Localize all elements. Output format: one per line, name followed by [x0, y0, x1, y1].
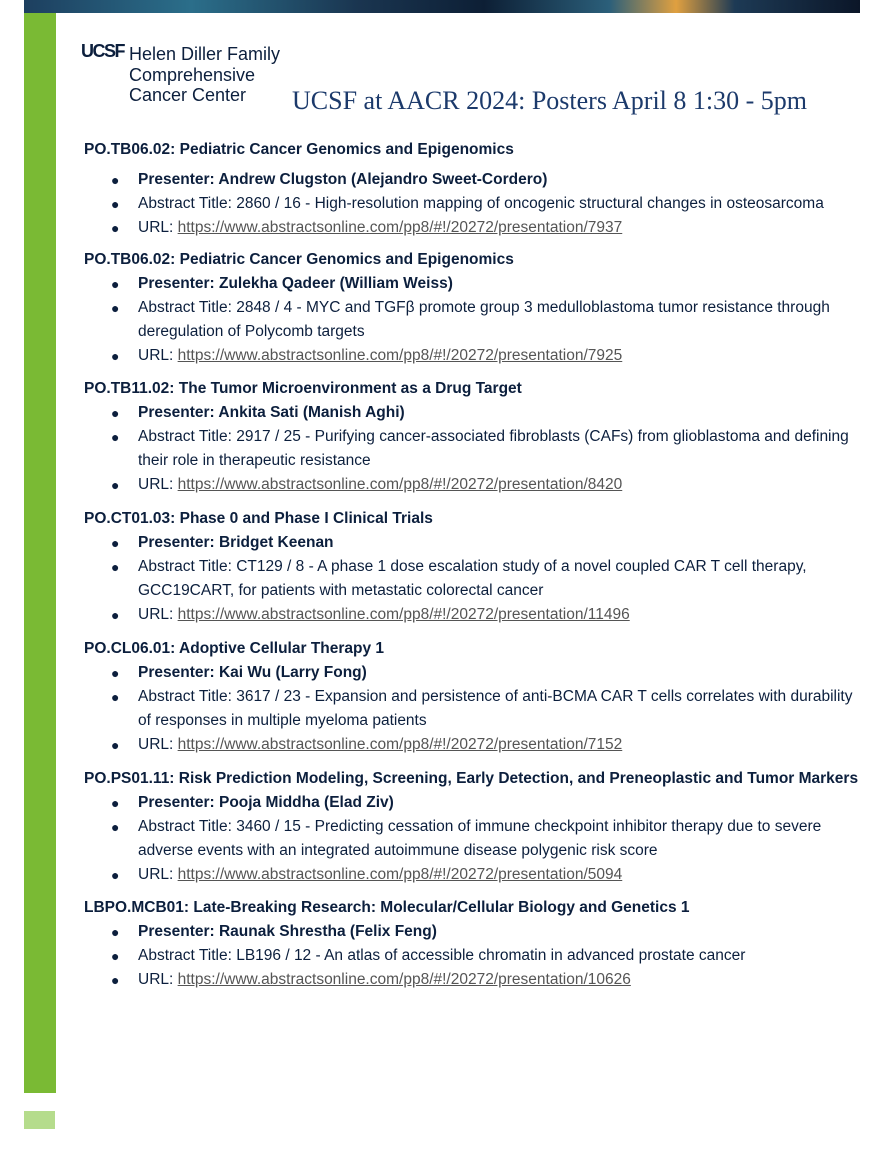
header-image-band: [24, 0, 860, 13]
presentation-link[interactable]: https://www.abstractsonline.com/pp8/#!/20272/presentation/11496: [177, 606, 630, 623]
session-block: [84, 767, 859, 887]
list-item: [84, 733, 859, 757]
abstract-title: Abstract Title: LB196 / 12 - An atlas of accessible chromatin in advanced prostate cancer: [138, 947, 746, 964]
abstract-title: Abstract Title: 3617 / 23 - Expansion and persistence of anti-BCMA CAR T cells correlates with durability of responses in multiple myeloma patients: [138, 688, 853, 729]
list-item: [84, 968, 859, 992]
bullet-icon: ●: [111, 795, 120, 811]
bullet-icon: ●: [111, 607, 120, 623]
list-item: [84, 425, 859, 473]
abstract-title: Abstract Title: CT129 / 8 - A phase 1 dose escalation study of a novel coupled CAR T cell therapy, GCC19CART, for patients with metastatic colorectal cancer: [138, 558, 807, 599]
url-label: URL:: [138, 736, 178, 753]
session-details: [84, 272, 859, 368]
bullet-icon: ●: [111, 172, 120, 188]
list-item: [84, 192, 859, 216]
list-item: [84, 168, 859, 192]
bullet-icon: ●: [111, 429, 120, 445]
presenter: Presenter: Andrew Clugston (Alejandro Sweet-Cordero): [138, 171, 548, 188]
presentation-link[interactable]: https://www.abstractsonline.com/pp8/#!/20272/presentation/7152: [177, 736, 623, 753]
list-item: [84, 603, 859, 627]
presenter: Presenter: Pooja Middha (Elad Ziv): [138, 794, 394, 811]
presenter: Presenter: Bridget Keenan: [138, 534, 334, 551]
abstract-title: Abstract Title: 2917 / 25 - Purifying cancer-associated fibroblasts (CAFs) from glioblastoma and defining their role in therapeutic resistance: [138, 428, 849, 469]
presentation-link[interactable]: https://www.abstractsonline.com/pp8/#!/20272/presentation/7925: [177, 347, 623, 364]
list-item: [84, 473, 859, 497]
bullet-icon: ●: [111, 276, 120, 292]
session-title: PO.TB11.02: The Tumor Microenvironment as a Drug Target: [84, 380, 522, 397]
list-item: [84, 344, 859, 368]
url-label: URL:: [138, 971, 178, 988]
logo-text: [129, 44, 280, 106]
session-title: PO.PS01.11: Risk Prediction Modeling, Screening, Early Detection, and Preneoplastic and Tumor Markers: [84, 770, 859, 787]
abstract-title: Abstract Title: 3460 / 15 - Predicting cessation of immune checkpoint inhibitor therapy due to severe adverse events with an integrated autoimmune disease polygenic risk score: [138, 818, 822, 859]
green-side-bar: [24, 13, 56, 1093]
logo-line-1: Helen Diller Family: [129, 44, 281, 64]
list-item: [84, 944, 859, 968]
bullet-icon: ●: [111, 689, 120, 705]
session-details: [84, 531, 859, 627]
bullet-icon: ●: [111, 948, 120, 964]
session-block: [84, 507, 859, 627]
list-item: [84, 296, 859, 344]
url-label: URL:: [138, 476, 178, 493]
bullet-icon: ●: [111, 924, 120, 940]
session-block: [84, 138, 859, 240]
session-title: LBPO.MCB01: Late-Breaking Research: Molecular/Cellular Biology and Genetics 1: [84, 899, 690, 916]
presentation-link[interactable]: https://www.abstractsonline.com/pp8/#!/20272/presentation/7937: [177, 219, 623, 236]
url-label: URL:: [138, 866, 178, 883]
list-item: [84, 661, 859, 685]
session-title: PO.CT01.03: Phase 0 and Phase I Clinical Trials: [84, 510, 433, 527]
list-item: [84, 815, 859, 863]
list-item: [84, 685, 859, 733]
list-item: [84, 791, 859, 815]
page-title: UCSF at AACR 2024: Posters April 8 1:30 - 5pm: [292, 86, 807, 115]
list-item: [84, 531, 859, 555]
logo-line-2: Comprehensive: [129, 64, 256, 85]
bullet-icon: ●: [111, 737, 120, 753]
session-details: [84, 661, 859, 757]
bullet-icon: ●: [111, 405, 120, 421]
bullet-icon: ●: [111, 477, 120, 493]
list-item: [84, 555, 859, 603]
presenter: Presenter: Raunak Shrestha (Felix Feng): [138, 923, 437, 940]
url-label: URL:: [138, 347, 178, 364]
presenter: Presenter: Zulekha Qadeer (William Weiss): [138, 275, 453, 292]
session-block: [84, 637, 859, 757]
session-title: PO.TB06.02: Pediatric Cancer Genomics and Epigenomics: [84, 141, 514, 158]
list-item: [84, 401, 859, 425]
presenter: Presenter: Kai Wu (Larry Fong): [138, 664, 367, 681]
logo-line-3: Cancer Center: [129, 85, 247, 105]
session-block: [84, 377, 859, 497]
bullet-icon: ●: [111, 300, 120, 316]
session-details: [84, 401, 859, 497]
session-details: [84, 920, 859, 992]
green-footer-square: [24, 1111, 55, 1129]
logo-mark: UCSF: [81, 41, 124, 61]
session-title: PO.TB06.02: Pediatric Cancer Genomics and Epigenomics: [84, 251, 514, 268]
bullet-icon: ●: [111, 559, 120, 575]
list-item: [84, 272, 859, 296]
url-label: URL:: [138, 219, 178, 236]
abstract-title: Abstract Title: 2860 / 16 - High-resolution mapping of oncogenic structural changes in osteosarcoma: [138, 195, 824, 212]
bullet-icon: ●: [111, 348, 120, 364]
session-details: [84, 791, 859, 887]
presenter: Presenter: Ankita Sati (Manish Aghi): [138, 404, 405, 421]
bullet-icon: ●: [111, 972, 120, 988]
presentation-link[interactable]: https://www.abstractsonline.com/pp8/#!/20272/presentation/10626: [177, 971, 631, 988]
bullet-icon: ●: [111, 819, 120, 835]
bullet-icon: ●: [111, 665, 120, 681]
url-label: URL:: [138, 606, 178, 623]
list-item: [84, 863, 859, 887]
session-title: PO.CL06.01: Adoptive Cellular Therapy 1: [84, 640, 385, 657]
list-item: [84, 216, 859, 240]
bullet-icon: ●: [111, 220, 120, 236]
session-block: [84, 248, 859, 368]
bullet-icon: ●: [111, 535, 120, 551]
bullet-icon: ●: [111, 196, 120, 212]
list-item: [84, 920, 859, 944]
presentation-link[interactable]: https://www.abstractsonline.com/pp8/#!/20272/presentation/5094: [177, 866, 623, 883]
session-details: [84, 168, 859, 240]
bullet-icon: ●: [111, 867, 120, 883]
presentation-link[interactable]: https://www.abstractsonline.com/pp8/#!/20272/presentation/8420: [177, 476, 623, 493]
abstract-title: Abstract Title: 2848 / 4 - MYC and TGFβ promote group 3 medulloblastoma tumor resistance through deregulation of Polycomb targets: [138, 299, 830, 340]
session-list: [84, 138, 859, 992]
session-block: [84, 896, 859, 992]
